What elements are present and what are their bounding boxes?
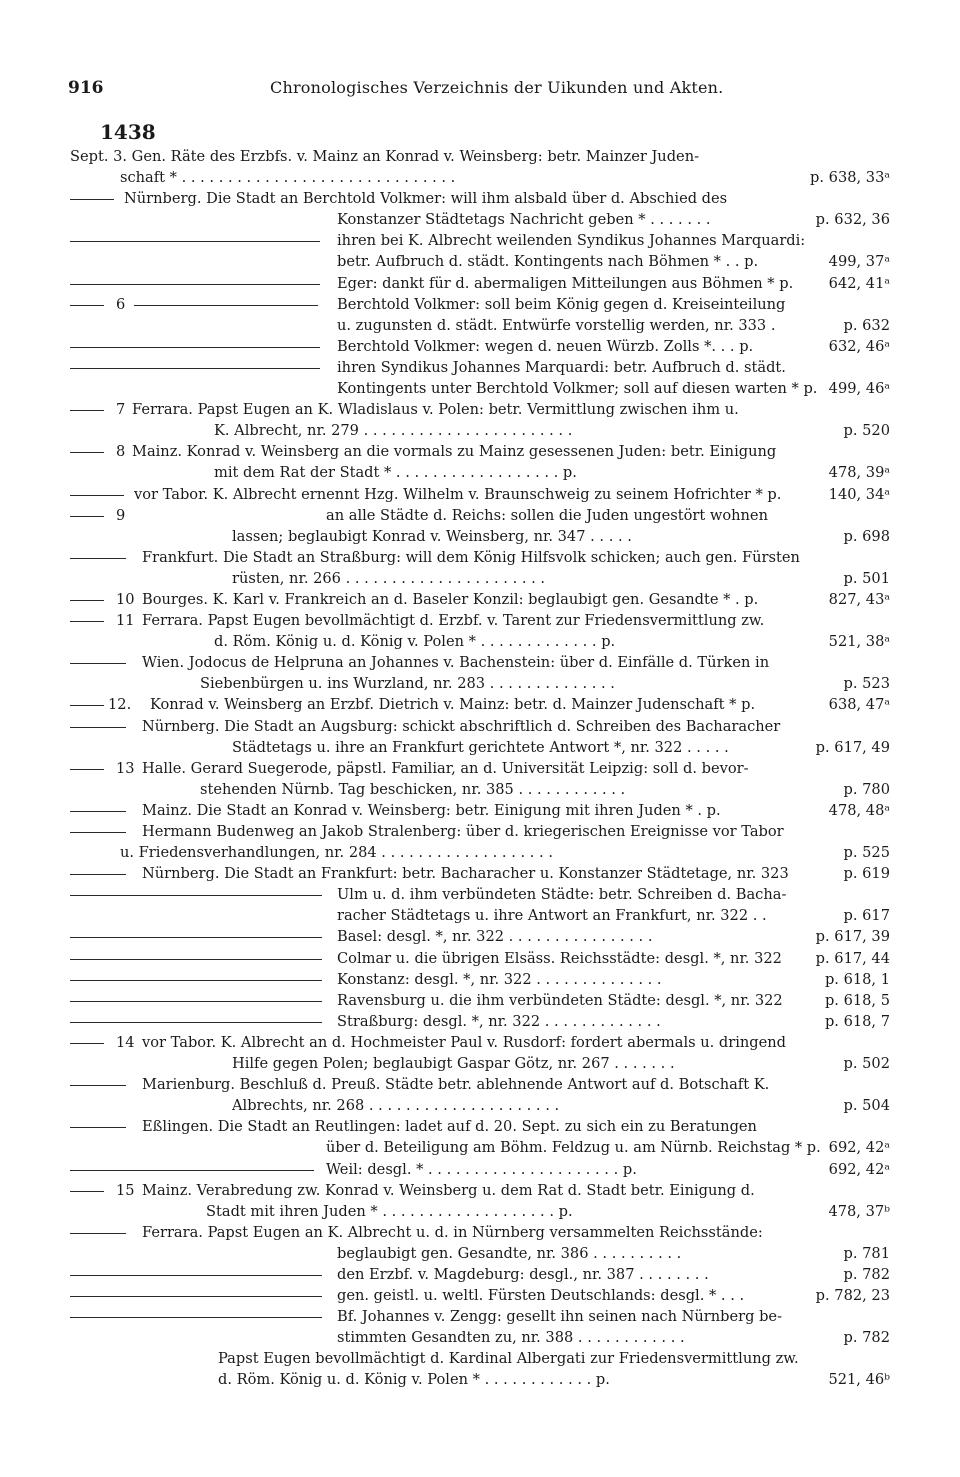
page-reference: p. 638, 33ᵃ	[810, 169, 890, 187]
day-number: 9	[116, 506, 126, 524]
entry-line	[70, 568, 890, 589]
ditto-rule	[70, 621, 104, 622]
ditto-rule	[70, 769, 104, 770]
entry-line	[70, 694, 890, 715]
entry-line	[70, 1201, 890, 1222]
ditto-rule	[70, 284, 320, 285]
entry-text: racher Städtetags u. ihre Antwort an Frankfurt, nr. 322 . .	[337, 907, 767, 925]
page-reference: p. 520	[843, 422, 890, 440]
ditto-rule	[70, 558, 126, 559]
ditto-rule	[70, 410, 104, 411]
page-reference: 499, 46ᵃ	[828, 380, 890, 398]
entry-line	[70, 526, 890, 547]
entry-line	[70, 948, 890, 969]
day-number: 8	[116, 443, 126, 461]
entry-text: Kontingents unter Berchtold Volkmer; soll auf diesen warten * p.	[337, 380, 818, 398]
running-title: Chronologisches Verzeichnis der Uikunden und Akten.	[270, 78, 724, 97]
ditto-rule	[70, 705, 104, 706]
entry-line	[70, 547, 890, 568]
page-reference: p. 502	[843, 1055, 890, 1073]
entry-line	[70, 969, 890, 990]
page-reference: p. 782, 23	[815, 1287, 890, 1305]
page-reference: p. 617, 49	[815, 738, 890, 756]
page-reference: p. 617	[843, 907, 890, 925]
entry-text: mit dem Rat der Stadt * . . . . . . . . . . . . . . . . . . p.	[214, 464, 577, 482]
entry-text: Weil: desgl. * . . . . . . . . . . . . . . . . . . . . . p.	[326, 1160, 637, 1178]
entry-text: Berchtold Volkmer: soll beim König gegen d. Kreiseinteilung	[337, 295, 786, 313]
entry-line	[70, 1264, 890, 1285]
entry-line	[70, 758, 890, 779]
entry-line	[70, 589, 890, 610]
ditto-rule	[70, 895, 322, 896]
entry-line	[70, 1285, 890, 1306]
entry-line	[70, 505, 890, 526]
entry-line	[70, 462, 890, 483]
entry-line	[70, 1159, 890, 1180]
entry-text: d. Röm. König u. d. König v. Polen * . . . . . . . . . . . . . p.	[214, 633, 616, 651]
entry-text: über d. Beteiligung am Böhm. Feldzug u. am Nürnb. Reichstag * p.	[326, 1139, 821, 1157]
entry-line	[70, 610, 890, 631]
page-reference: p. 617, 44	[815, 949, 890, 967]
entry-text: Mainz. Verabredung zw. Konrad v. Weinsberg u. dem Rat d. Stadt betr. Einigung d.	[142, 1181, 755, 1199]
page-reference: p. 525	[843, 844, 890, 862]
entry-line	[70, 800, 890, 821]
entry-text: Halle. Gerard Suegerode, päpstl. Familiar, an d. Universität Leipzig: soll d. bevor-	[142, 759, 749, 777]
entry-text: Stadt mit ihren Juden * . . . . . . . . . . . . . . . . . . . p.	[206, 1202, 573, 1220]
entry-line	[70, 737, 890, 758]
entry-text: Nürnberg. Die Stadt an Frankfurt: betr. Bacharacher u. Konstanzer Städtetage, nr. 323	[142, 865, 789, 883]
page-reference: 521, 46ᵇ	[828, 1371, 890, 1389]
ditto-rule	[70, 937, 322, 938]
entry-line	[70, 990, 890, 1011]
ditto-rule	[70, 1275, 322, 1276]
ditto-rule	[70, 1317, 322, 1318]
entry-line	[70, 1074, 890, 1095]
entry-text: stehenden Nürnb. Tag beschicken, nr. 385 . . . . . . . . . . . .	[200, 780, 626, 798]
entry-text: Frankfurt. Die Stadt an Straßburg: will dem König Hilfsvolk schicken; auch gen. Fürsten	[142, 548, 800, 566]
entry-text: lassen; beglaubigt Konrad v. Weinsberg, nr. 347 . . . . .	[232, 527, 632, 545]
page-reference: p. 523	[843, 675, 890, 693]
entry-line	[70, 631, 890, 652]
entry-text: vor Tabor. K. Albrecht an d. Hochmeister Paul v. Rusdorf: fordert abermals u. dringend	[142, 1033, 787, 1051]
entry-line	[70, 779, 890, 800]
entry-text: Bourges. K. Karl v. Frankreich an d. Baseler Konzil: beglaubigt gen. Gesandte * . p.	[142, 590, 759, 608]
ditto-rule	[70, 495, 124, 496]
entry-line	[70, 484, 890, 505]
ditto-rule	[70, 1001, 322, 1002]
page-reference: 632, 46ᵃ	[828, 337, 890, 355]
ditto-rule	[70, 1085, 126, 1086]
ditto-rule	[70, 959, 322, 960]
page-reference: p. 780	[843, 780, 890, 798]
entry-text: ihren bei K. Albrecht weilenden Syndikus Johannes Marquardi:	[337, 232, 806, 250]
page-reference: 692, 42ᵃ	[828, 1139, 890, 1157]
entry-text: Wien. Jodocus de Helpruna an Johannes v. Bachenstein: über d. Einfälle d. Türken in	[142, 654, 770, 672]
entry-text: Colmar u. die übrigen Elsäss. Reichsstädte: desgl. *, nr. 322	[337, 949, 782, 967]
entry-line	[70, 294, 890, 315]
page-reference: 478, 39ᵃ	[828, 464, 890, 482]
entry-line	[70, 167, 890, 188]
entry-line	[70, 1180, 890, 1201]
entry-text: Papst Eugen bevollmächtigt d. Kardinal Albergati zur Friedensvermittlung zw.	[218, 1350, 799, 1368]
page-reference: 521, 38ᵃ	[828, 633, 890, 651]
ditto-rule	[70, 1191, 104, 1192]
page-reference: p. 619	[843, 865, 890, 883]
entry-line	[70, 209, 890, 230]
entry-text: Sept. 3. Gen. Räte des Erzbfs. v. Mainz an Konrad v. Weinsberg: betr. Mainzer Juden-	[70, 148, 700, 165]
entry-line	[70, 315, 890, 336]
ditto-rule	[134, 305, 318, 306]
entry-line	[70, 673, 890, 694]
entry-text: rüsten, nr. 266 . . . . . . . . . . . . . . . . . . . . . .	[232, 569, 546, 587]
day-number: 14	[116, 1033, 135, 1051]
ditto-rule	[70, 727, 126, 728]
entry-line	[70, 1243, 890, 1264]
page-reference: p. 617, 39	[815, 928, 890, 946]
entry-text: den Erzbf. v. Magdeburg: desgl., nr. 387 . . . . . . . .	[337, 1265, 709, 1283]
entry-text: Ravensburg u. die ihm verbündeten Städte: desgl. *, nr. 322	[337, 991, 783, 1009]
page-header	[68, 78, 868, 102]
ditto-rule	[70, 1170, 314, 1171]
entry-text: Ferrara. Papst Eugen an K. Albrecht u. d. in Nürnberg versammelten Reichsstände:	[142, 1223, 763, 1241]
entry-line	[70, 1306, 890, 1327]
entry-text: Konstanzer Städtetags Nachricht geben * . . . . . . .	[337, 211, 711, 229]
page-reference: 499, 37ᵃ	[828, 253, 890, 271]
entry-line	[70, 378, 890, 399]
entry-line	[70, 1116, 890, 1137]
entry-text: u. Friedensverhandlungen, nr. 284 . . . . . . . . . . . . . . . . . . .	[120, 844, 553, 862]
entry-text: Bf. Johannes v. Zengg: gesellt ihn seinen nach Nürnberg be-	[337, 1308, 783, 1326]
day-number: 6	[116, 295, 126, 313]
day-number: 15	[116, 1181, 135, 1199]
entry-text: Ferrara. Papst Eugen an K. Wladislaus v. Polen: betr. Vermittlung zwischen ihm u.	[132, 401, 739, 419]
entry-text: Hermann Budenweg an Jakob Stralenberg: über d. kriegerischen Ereignisse vor Tabor	[142, 823, 784, 840]
entry-text: schaft * . . . . . . . . . . . . . . . . . . . . . . . . . . . . . .	[120, 169, 456, 187]
entry-text: Ulm u. d. ihm verbündeten Städte: betr. Schreiben d. Bacha-	[337, 886, 787, 904]
entry-line	[70, 441, 890, 462]
ditto-rule	[70, 832, 126, 833]
entry-text: Eger: dankt für d. abermaligen Mitteilungen aus Böhmen * p.	[337, 274, 794, 292]
entry-text: Nürnberg. Die Stadt an Berchtold Volkmer: will ihm alsbald über d. Abschied des	[124, 190, 728, 208]
page-reference: p. 698	[843, 527, 890, 545]
entry-text: Mainz. Konrad v. Weinsberg an die vormals zu Mainz gesessenen Juden: betr. Einigung	[132, 443, 777, 461]
page-number: 916	[68, 78, 104, 98]
entry-line	[70, 336, 890, 357]
entry-text: d. Röm. König u. d. König v. Polen * . . . . . . . . . . . . p.	[218, 1371, 610, 1389]
page-reference: p. 781	[843, 1244, 890, 1262]
entry-text: betr. Aufbruch d. städt. Kontingents nach Böhmen * . . p.	[337, 253, 759, 271]
entry-text: Straßburg: desgl. *, nr. 322 . . . . . . . . . . . . .	[337, 1012, 661, 1030]
entry-text: ihren Syndikus Johannes Marquardi: betr. Aufbruch d. städt.	[337, 358, 786, 376]
entry-text: u. zugunsten d. städt. Entwürfe vorstellig werden, nr. 333 .	[337, 316, 776, 334]
ditto-rule	[70, 663, 126, 664]
entry-line	[70, 1222, 890, 1243]
page-reference: 827, 43ᵃ	[828, 590, 890, 608]
page-reference: p. 618, 1	[824, 970, 890, 988]
entry-text: Basel: desgl. *, nr. 322 . . . . . . . . . . . . . . . .	[337, 928, 653, 946]
entry-line	[70, 251, 890, 272]
page-reference: 642, 41ᵃ	[828, 274, 890, 292]
page-reference: 692, 42ᵃ	[828, 1160, 890, 1178]
entry-line	[70, 884, 890, 905]
entry-line	[70, 1327, 890, 1348]
entry-text: Marienburg. Beschluß d. Preuß. Städte betr. ablehnende Antwort auf d. Botschaft K.	[142, 1076, 770, 1094]
ditto-rule	[70, 199, 114, 200]
entry-text: Berchtold Volkmer: wegen d. neuen Würzb. Zolls *. . . p.	[337, 337, 754, 355]
entry-text: Konstanz: desgl. *, nr. 322 . . . . . . . . . . . . . .	[337, 970, 662, 988]
entry-text: an alle Städte d. Reichs: sollen die Juden ungestört wohnen	[326, 506, 768, 524]
entry-line	[70, 1011, 890, 1032]
entry-line	[70, 1095, 890, 1116]
entry-line	[70, 1032, 890, 1053]
ditto-rule	[70, 811, 126, 812]
page-reference: 638, 47ᵃ	[828, 696, 890, 714]
day-number: 7	[116, 401, 126, 419]
ditto-rule	[70, 241, 320, 242]
entry-text: Städtetags u. ihre an Frankfurt gerichtete Antwort *, nr. 322 . . . . .	[232, 738, 729, 756]
ditto-rule	[70, 1296, 322, 1297]
entry-line	[70, 926, 890, 947]
ditto-rule	[70, 1022, 322, 1023]
entry-line	[70, 1053, 890, 1074]
page-reference: 140, 34ᵃ	[828, 485, 890, 503]
entry-line	[70, 357, 890, 378]
page-reference: p. 618, 5	[824, 991, 890, 1009]
entry-line	[70, 905, 890, 926]
day-number: 11	[116, 612, 135, 630]
entry-text: Siebenbürgen u. ins Wurzland, nr. 283 . . . . . . . . . . . . . .	[200, 675, 615, 693]
ditto-rule	[70, 1233, 126, 1234]
ditto-rule	[70, 305, 104, 306]
entry-line	[70, 863, 890, 884]
page-reference: p. 632	[843, 316, 890, 334]
page-reference: p. 618, 7	[824, 1012, 890, 1030]
entry-line	[70, 1348, 890, 1369]
entry-text: Albrechts, nr. 268 . . . . . . . . . . . . . . . . . . . . .	[232, 1097, 560, 1115]
entry-line	[70, 188, 890, 209]
entry-line	[70, 842, 890, 863]
entry-line	[70, 1137, 890, 1158]
page-reference: 478, 37ᵇ	[828, 1202, 890, 1220]
year-heading: 1438	[100, 120, 156, 144]
ditto-rule	[70, 1127, 126, 1128]
entry-line	[70, 716, 890, 737]
entry-line	[70, 1369, 890, 1390]
entry-line	[70, 230, 890, 251]
page-reference: p. 632, 36	[815, 211, 890, 229]
entry-line	[70, 399, 890, 420]
entry-list	[70, 146, 890, 1391]
page-reference: p. 782	[843, 1265, 890, 1283]
ditto-rule	[70, 600, 104, 601]
entry-text: beglaubigt gen. Gesandte, nr. 386 . . . . . . . . . .	[337, 1244, 682, 1262]
entry-text: Hilfe gegen Polen; beglaubigt Gaspar Götz, nr. 267 . . . . . . .	[232, 1055, 675, 1073]
page-reference: p. 501	[843, 569, 890, 587]
entry-line	[70, 146, 890, 167]
entry-text: Nürnberg. Die Stadt an Augsburg: schickt abschriftlich d. Schreiben des Bacharacher	[142, 717, 781, 735]
entry-text: vor Tabor. K. Albrecht ernennt Hzg. Wilhelm v. Braunschweig zu seinem Hofrichter * p.	[134, 485, 782, 503]
entry-line	[70, 273, 890, 294]
page-reference: 478, 48ᵃ	[828, 801, 890, 819]
entry-line	[70, 821, 890, 842]
entry-text: Ferrara. Papst Eugen bevollmächtigt d. Erzbf. v. Tarent zur Friedensvermittlung zw.	[142, 612, 765, 630]
ditto-rule	[70, 874, 126, 875]
ditto-rule	[70, 1043, 104, 1044]
day-number: 13	[116, 759, 135, 777]
entry-text: Mainz. Die Stadt an Konrad v. Weinsberg: betr. Einigung mit ihren Juden * . p.	[142, 801, 721, 819]
ditto-rule	[70, 368, 320, 369]
entry-text: stimmten Gesandten zu, nr. 388 . . . . . . . . . . . .	[337, 1329, 685, 1347]
day-number: 10	[116, 590, 135, 608]
page-reference: p. 504	[843, 1097, 890, 1115]
entry-line	[70, 652, 890, 673]
entry-text: Eßlingen. Die Stadt an Reutlingen: ladet auf d. 20. Sept. zu sich ein zu Beratungen	[142, 1118, 757, 1136]
entry-text: gen. geistl. u. weltl. Fürsten Deutschlands: desgl. * . . .	[337, 1287, 745, 1305]
ditto-rule	[70, 516, 104, 517]
entry-line	[70, 420, 890, 441]
entry-text: Konrad v. Weinsberg an Erzbf. Dietrich v. Mainz: betr. d. Mainzer Judenschaft * p.	[150, 696, 756, 714]
ditto-rule	[70, 347, 320, 348]
ditto-rule	[70, 980, 322, 981]
entry-text: K. Albrecht, nr. 279 . . . . . . . . . . . . . . . . . . . . . . .	[214, 422, 573, 440]
ditto-rule	[70, 452, 104, 453]
day-number: 12.	[108, 696, 132, 714]
page-reference: p. 782	[843, 1329, 890, 1347]
